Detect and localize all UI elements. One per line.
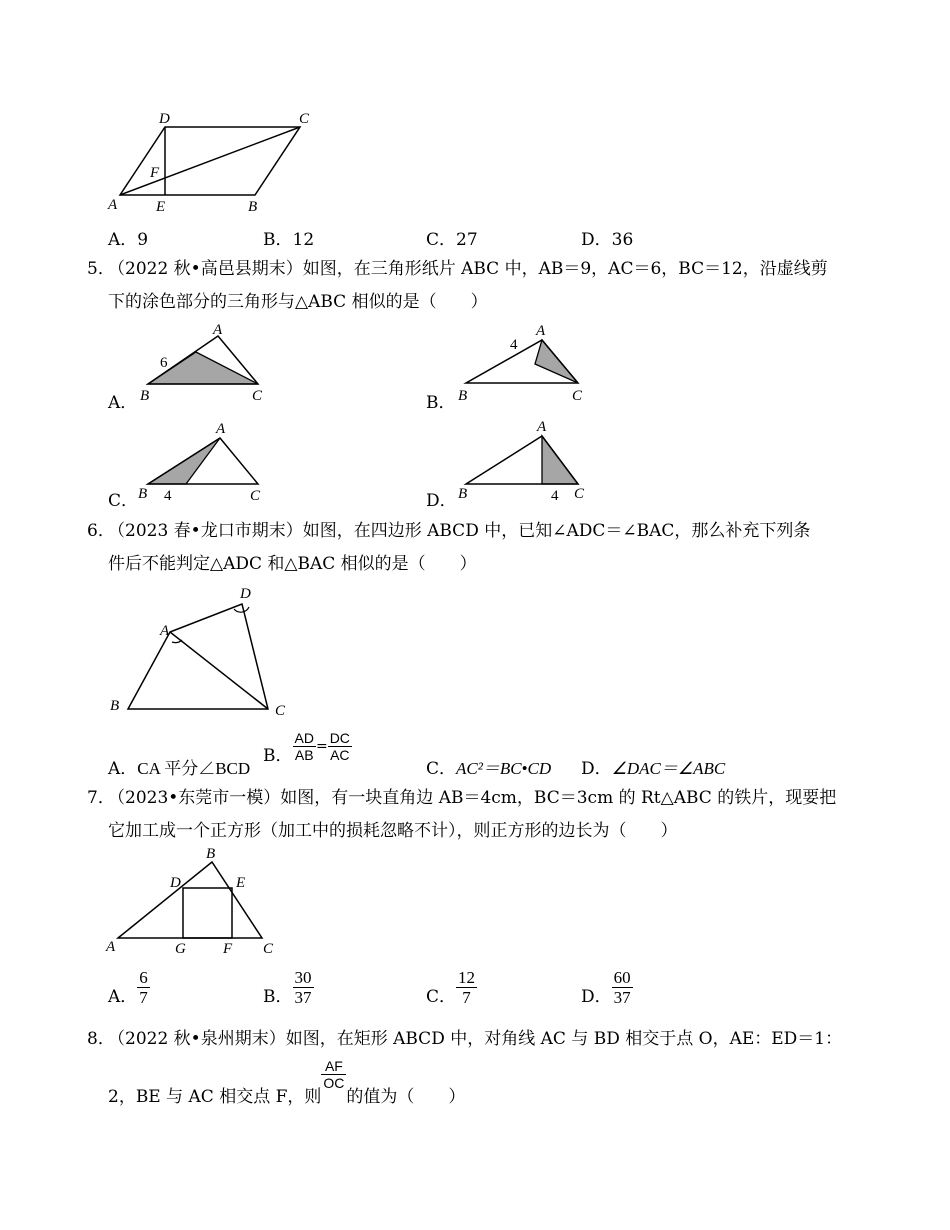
fraction-numerator: DC [329, 730, 350, 746]
q6-stem-line2: 件后不能判定△ADC 和△BAC 相似的是（ ） [108, 554, 477, 574]
option-letter: C． [426, 230, 457, 250]
q4-label-B: B [248, 199, 258, 215]
q6-label-C: C [275, 703, 286, 719]
q4-label-C: C [299, 111, 310, 127]
fraction-numerator: 12 [458, 968, 476, 987]
q7-stem-line2: 它加工成一个正方形（加工中的损耗忽略不计），则正方形的边长为（ ） [108, 821, 678, 841]
option-text: ∠DAC＝∠ABC [611, 759, 726, 778]
fraction-denominator: AC [330, 747, 350, 763]
q5b-label-B: B [458, 388, 468, 404]
q6-label-D: D [240, 586, 251, 602]
q5-option-a-figure [130, 322, 280, 407]
q5a-label-B: B [140, 388, 150, 404]
fraction-numerator: 60 [613, 968, 631, 987]
option-letter: A． [108, 987, 138, 1007]
fraction-af-oc [321, 1058, 346, 1091]
fraction-denominator: 37 [613, 988, 631, 1007]
fraction-denominator: AB [294, 747, 314, 763]
fraction-denominator: 7 [462, 988, 471, 1007]
q4-label-D: D [159, 111, 170, 127]
option-letter: D． [581, 759, 612, 779]
fraction-numerator: AD [294, 730, 314, 746]
q5d-label-C: C [574, 486, 585, 502]
fraction [293, 968, 314, 1007]
q5c-label-C: C [250, 488, 261, 504]
q5d-label-B: B [458, 486, 468, 502]
q6-option-b[interactable] [263, 730, 352, 766]
option-letter: B． [263, 230, 293, 250]
q6-option-a[interactable] [108, 754, 250, 779]
fraction [612, 968, 633, 1007]
q5-option-d-letter[interactable]: D． [426, 491, 457, 511]
q7-stem-line1: （2023•东莞市一模）如图，有一块直角边 AB＝4cm，BC＝3cm 的 Rt△ABC 的铁片，现要把 [108, 788, 837, 808]
q4-option-b[interactable] [263, 225, 314, 250]
option-letter: B． [263, 987, 293, 1007]
q7-option-b[interactable] [263, 968, 314, 1007]
q5c-label-A: A [216, 421, 226, 437]
q6-label-A: A [160, 623, 170, 639]
q7-option-a[interactable] [108, 968, 150, 1007]
q5d-label-n: 4 [551, 488, 559, 504]
q5b-label-A: A [536, 323, 546, 339]
q5-stem-line1: （2022 秋•高邑县期末）如图，在三角形纸片 ABC 中，AB＝9，AC＝6，BC＝12，沿虚线剪 [108, 259, 828, 279]
q8-stem-line2 [108, 1058, 466, 1107]
q5-number: 5． [87, 259, 115, 279]
q5b-label-C: C [572, 388, 583, 404]
fraction-ad-ab [293, 730, 316, 763]
q5d-label-A: A [537, 419, 547, 435]
q6-stem-line1: （2023 春•龙口市期末）如图，在四边形 ABCD 中，已知∠ADC＝∠BAC，那么补充下列条 [108, 521, 811, 541]
q4-label-A: A [108, 197, 118, 213]
q5a-label-C: C [252, 388, 263, 404]
option-letter: C． [426, 987, 457, 1007]
q5-option-b-letter[interactable]: B． [426, 393, 456, 413]
q7-option-d[interactable] [581, 968, 633, 1007]
q7-label-D: D [170, 875, 181, 891]
option-text: CA 平分∠BCD [137, 759, 251, 778]
q5-stem-line2: 下的涂色部分的三角形与△ABC 相似的是（ ） [108, 292, 488, 312]
q6-figure [100, 582, 300, 722]
option-letter: A． [108, 759, 138, 779]
equals-sign: = [315, 738, 328, 755]
q4-label-F: F [150, 165, 160, 181]
q6-label-B: B [110, 698, 120, 714]
fraction-dc-ac [328, 730, 352, 763]
q7-figure [100, 845, 290, 960]
q5-option-c-letter[interactable]: C． [108, 491, 139, 511]
q7-label-C: C [263, 941, 274, 957]
q7-option-c[interactable] [426, 968, 477, 1007]
option-text: 27 [456, 230, 478, 250]
q8-stem-line2-pre: 2，BE 与 AC 相交点 F，则 [108, 1087, 322, 1107]
q5-option-a-letter[interactable]: A． [108, 393, 138, 413]
option-text: 12 [292, 230, 315, 250]
fraction-denominator: OC [323, 1075, 345, 1091]
q7-label-F: F [223, 941, 233, 957]
fraction-denominator: 37 [294, 988, 312, 1007]
q7-number: 7． [87, 788, 115, 808]
q6-option-c[interactable] [426, 754, 551, 779]
option-letter: D． [581, 987, 612, 1007]
fraction-denominator: 7 [139, 988, 148, 1007]
q8-stem-line2-post: 的值为（ ） [346, 1087, 466, 1107]
q5-option-d-figure [448, 416, 598, 508]
q7-label-B: B [206, 846, 216, 862]
option-letter: B． [263, 746, 293, 766]
q6-number: 6． [87, 521, 115, 541]
fraction [456, 968, 477, 1007]
q4-option-c[interactable] [426, 225, 478, 250]
q5-option-b-figure [448, 318, 598, 408]
fraction-numerator: 30 [294, 968, 312, 987]
fraction-numerator: AF [321, 1058, 346, 1075]
q5b-label-n: 4 [510, 337, 518, 353]
q7-label-E: E [236, 875, 246, 891]
option-letter: C． [426, 759, 457, 779]
q5a-label-n: 6 [160, 355, 168, 371]
q4-option-d[interactable] [581, 225, 633, 250]
fraction [137, 968, 150, 1007]
q8-number: 8． [87, 1029, 115, 1049]
q4-figure [100, 105, 340, 220]
q7-label-G: G [175, 941, 186, 957]
q5c-label-n: 4 [164, 488, 172, 504]
option-letter: D． [581, 230, 612, 250]
q5a-label-A: A [213, 322, 223, 338]
q4-label-E: E [156, 199, 166, 215]
q4-option-a[interactable] [108, 225, 148, 250]
option-text: 9 [137, 230, 149, 250]
q5c-label-B: B [138, 486, 148, 502]
option-text: AC²＝BC•CD [456, 759, 552, 778]
q5-option-c-figure [130, 418, 280, 508]
q8-stem-line1: （2022 秋•泉州期末）如图，在矩形 ABCD 中，对角线 AC 与 BD 相交于点 O，AE：ED＝1： [108, 1029, 843, 1049]
option-text: 36 [611, 230, 634, 250]
fraction-numerator: 6 [139, 968, 148, 987]
option-letter: A． [108, 230, 138, 250]
q6-option-d[interactable] [581, 754, 725, 779]
q7-label-A: A [106, 939, 116, 955]
